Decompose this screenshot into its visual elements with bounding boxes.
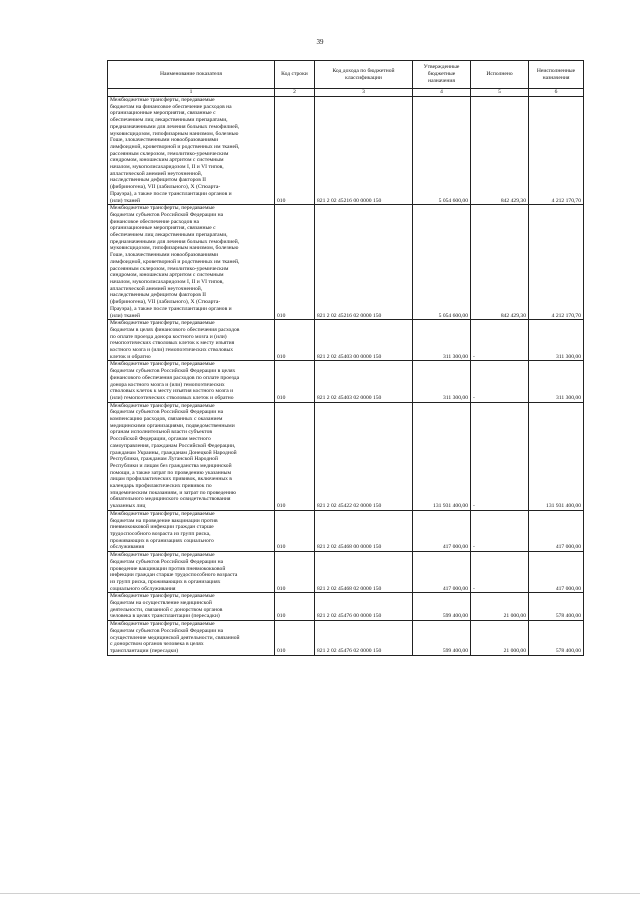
header-unexecuted: Неисполненные назначения xyxy=(529,61,584,89)
indicator-name: Межбюджетные трансферты, передаваемые бюджетам субъектов Российской Федерации в целях финансового обеспечения расходов по оплате проезда донора костного мозга и (или) гемопоэтических стволовых клеток к месту изъятия костного мозга и (или) гемопоэтических стволовых клеток и обратно xyxy=(108,361,275,402)
executed-amount: - xyxy=(471,320,529,361)
executed-amount: - xyxy=(471,361,529,402)
indicator-name: Межбюджетные трансферты, передаваемые бюджетам субъектов Российской Федерации на осуществление медицинской деятельности, связанной с донорством органов человека в целях трансплантации (пересадки) xyxy=(108,621,275,656)
line-code: 010 xyxy=(275,402,315,510)
unexecuted-amount: 4 212 170,70 xyxy=(529,205,584,320)
table-row xyxy=(108,510,584,551)
unexecuted-amount: 131 931 400,00 xyxy=(529,402,584,510)
column-number: 4 xyxy=(413,89,471,97)
scan-edge-line xyxy=(0,893,640,894)
executed-amount: 21 000,00 xyxy=(471,621,529,656)
income-code: 821 2 02 45468 02 0000 150 xyxy=(315,552,413,593)
income-code: 821 2 02 45468 00 0000 150 xyxy=(315,510,413,551)
table-header-row xyxy=(108,61,584,89)
indicator-name: Межбюджетные трансферты, передаваемые бюджетам субъектов Российской Федерации на финансовое обеспечение расходов на организационные мероприятия, связанные с обеспечением лиц лекарственными препаратами, предназначенными для лечения больных гемофилией, муковисцидозом, гипофизарным нанизмом, болезнью Гоше, злокачественными новообразованиями лимфоидной, кроветворной и родственных им тканей, рассеянным склерозом, гемолитико-уремическим синдромом, юношеским артритом с системным началом, мукополисахаридозом I, II и VI типов, апластической анемией неуточненной, наследственным дефицитом факторов II (фибриногена), VII (лабильного), X (Стюарта- Прауэра), а также после трансплантации органов и (или) тканей xyxy=(108,205,275,320)
table-row xyxy=(108,552,584,593)
income-code: 821 2 02 45403 02 0000 150 xyxy=(315,361,413,402)
executed-amount: - xyxy=(471,552,529,593)
executed-amount: - xyxy=(471,510,529,551)
income-code: 821 2 02 45476 00 0000 150 xyxy=(315,593,413,621)
indicator-name: Межбюджетные трансферты, передаваемые бюджетам субъектов Российской Федерации на компенсацию расходов, связанных с оказанием медицинскими организациями, подведомственными органам исполнительной власти субъектов Российской Федерации, органам местного самоуправления, гражданам Российской Федерации, гражданам Украины, гражданам Донецкой Народной Республики, гражданам Луганской Народной Республики и лицам без гражданства медицинской помощи, а также затрат по проведению указанным лицам профилактических прививок, включенных в календарь профилактических прививок по эпидемическим показаниям, и затрат по проведению обязательного медицинского освидетельствования указанных лиц xyxy=(108,402,275,510)
executed-amount: - xyxy=(471,402,529,510)
indicator-name: Межбюджетные трансферты, передаваемые бюджетам на осуществление медицинской деятельности, связанной с донорством органов человека в целях трансплантации (пересадки) xyxy=(108,593,275,621)
income-code: 821 2 02 45216 00 0000 150 xyxy=(315,97,413,205)
table-row xyxy=(108,402,584,510)
table-row xyxy=(108,621,584,656)
table-row xyxy=(108,205,584,320)
header-income-code: Код дохода по бюджетной классификации xyxy=(315,61,413,89)
line-code: 010 xyxy=(275,97,315,205)
approved-amount: 599 400,00 xyxy=(413,621,471,656)
table-row xyxy=(108,97,584,205)
budget-execution-table xyxy=(107,60,584,656)
indicator-name: Межбюджетные трансферты, передаваемые бюджетам субъектов Российской Федерации на проведение вакцинации против пневмококковой инфекции граждан старше трудоспособного возраста из групп риска, проживающих в организациях социального обслуживания xyxy=(108,552,275,593)
table-row xyxy=(108,361,584,402)
line-code: 010 xyxy=(275,320,315,361)
approved-amount: 311 300,00 xyxy=(413,361,471,402)
executed-amount: 842 429,30 xyxy=(471,97,529,205)
approved-amount: 417 000,00 xyxy=(413,510,471,551)
approved-amount: 131 931 400,00 xyxy=(413,402,471,510)
column-number: 6 xyxy=(529,89,584,97)
header-line-code: Код строки xyxy=(275,61,315,89)
income-code: 821 2 02 45422 02 0000 150 xyxy=(315,402,413,510)
income-code: 821 2 02 45476 02 0000 150 xyxy=(315,621,413,656)
indicator-name: Межбюджетные трансферты, передаваемые бюджетам на проведение вакцинации против пневмококковой инфекции граждан старше трудоспособного возраста из групп риска, проживающих в организациях социального обслуживания xyxy=(108,510,275,551)
income-code: 821 2 02 45403 00 0000 150 xyxy=(315,320,413,361)
unexecuted-amount: 578 400,00 xyxy=(529,593,584,621)
page-number: 39 xyxy=(316,38,324,46)
table-row xyxy=(108,593,584,621)
header-indicator-name: Наименование показателя xyxy=(108,61,275,89)
unexecuted-amount: 417 000,00 xyxy=(529,552,584,593)
approved-amount: 5 054 600,00 xyxy=(413,97,471,205)
header-executed: Исполнено xyxy=(471,61,529,89)
executed-amount: 842 429,30 xyxy=(471,205,529,320)
unexecuted-amount: 417 000,00 xyxy=(529,510,584,551)
line-code: 010 xyxy=(275,552,315,593)
unexecuted-amount: 311 300,00 xyxy=(529,320,584,361)
unexecuted-amount: 578 400,00 xyxy=(529,621,584,656)
approved-amount: 417 000,00 xyxy=(413,552,471,593)
indicator-name: Межбюджетные трансферты, передаваемые бюджетам на финансовое обеспечение расходов на организационные мероприятия, связанные с обеспечением лиц лекарственными препаратами, предназначенными для лечения больных гемофилией, муковисцидозом, гипофизарным нанизмом, болезнью Гоше, злокачественными новообразованиями лимфоидной, кроветворной и родственных им тканей, рассеянным склерозом, гемолитико-уремическим синдромом, юношеским артритом с системным началом, мукополисахаридозом I, II и VI типов, апластической анемией неуточненной, наследственным дефицитом факторов II (фибриногена), VII (лабильного), X (Стюарта- Прауэра), а также после трансплантации органов и (или) тканей xyxy=(108,97,275,205)
unexecuted-amount: 4 212 170,70 xyxy=(529,97,584,205)
line-code: 010 xyxy=(275,361,315,402)
column-number: 1 xyxy=(108,89,275,97)
income-code: 821 2 02 45216 02 0000 150 xyxy=(315,205,413,320)
line-code: 010 xyxy=(275,510,315,551)
header-approved: Утвержденные бюджетные назначения xyxy=(413,61,471,89)
executed-amount: 21 000,00 xyxy=(471,593,529,621)
approved-amount: 599 400,00 xyxy=(413,593,471,621)
indicator-name: Межбюджетные трансферты, передаваемые бюджетам в целях финансового обеспечения расходов по оплате проезда донора костного мозга и (или) гемопоэтических стволовых клеток к месту изъятия костного мозга и (или) гемопоэтических стволовых клеток и обратно xyxy=(108,320,275,361)
column-number: 2 xyxy=(275,89,315,97)
column-number: 5 xyxy=(471,89,529,97)
column-number: 3 xyxy=(315,89,413,97)
column-number-row xyxy=(108,89,584,97)
approved-amount: 311 300,00 xyxy=(413,320,471,361)
approved-amount: 5 054 600,00 xyxy=(413,205,471,320)
line-code: 010 xyxy=(275,593,315,621)
unexecuted-amount: 311 300,00 xyxy=(529,361,584,402)
line-code: 010 xyxy=(275,621,315,656)
table-row xyxy=(108,320,584,361)
line-code: 010 xyxy=(275,205,315,320)
